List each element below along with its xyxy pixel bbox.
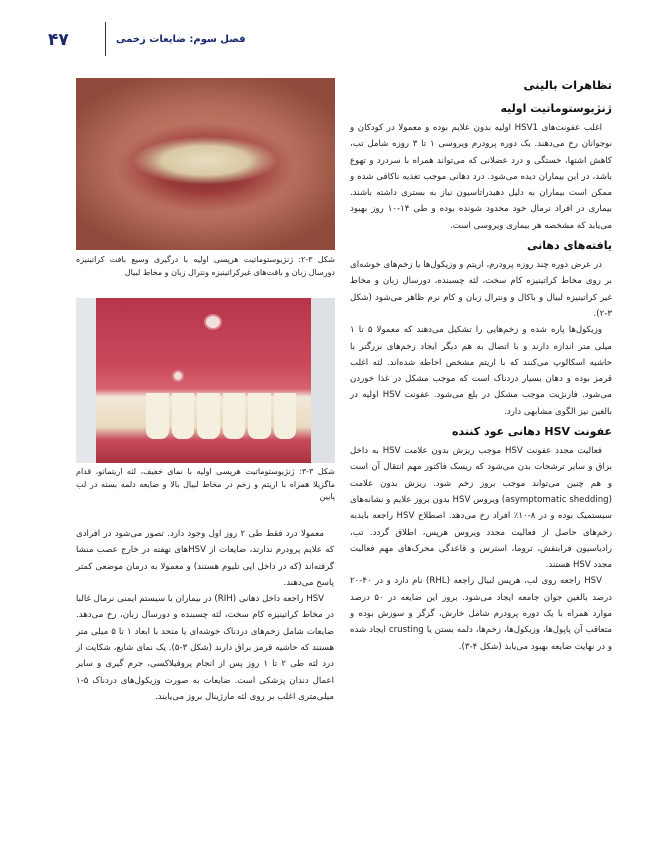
paragraph: وزیکول‌ها پاره شده و زخم‌هایی را تشکیل می‌دهند که معمولا ۵ تا ۱ میلی متر اندازه دارند و با اتصال به هم دیگر ایجاد زخم‌های بزرگتر با حاشیه اسکالوپ می‌کنند که با اریتم مشخص احاطه شده‌اند. لثه اغلب قرمز بوده و دهان بسیار دردناک است که موجب مشکل در غذا خوردن می‌شود. فارنژیت موجب مشکل در بلع می‌شود. عفونت HSV اولیه در بالغین نیز الگوی مشابهی دارد. xyxy=(350,325,612,417)
paragraph: معمولا درد فقط طی ۲ روز اول وجود دارد. تصور می‌شود در افرادی که علایم پرودرم ندارند، ضایعات از HSVهای نهفته در خارج عصب منشا گرفته‌اند (که در داخل اپی تلیوم هستند) و معمولا به درمان موضعی کمتر پاسخ می‌دهند. xyxy=(76,529,334,588)
right-column xyxy=(350,78,612,655)
paragraph: فعالیت مجدد عفونت HSV موجب ریزش بدون علامت HSV به داخل بزاق و سایر ترشحات بدن می‌شود که ریسک فاکتور مهم انتقال آن است و هم چنین می‌تواند موجب بروز زخم شود. ریزش بدون علامت (asymptomatic shedding) ویروس HSV بدون بروز علایم و نشانه‌های سیستمیک بوده و در ۸-۱۰٪ افراد رخ می‌دهد. اصطلاح HSV راجعه بایدبه زخم‌های حاصل از فعالیت مجدد ویروس هرپس، اطلاق گردد. تب، رادیاسیون فرابنفش، تروما، استرس و قاعدگی محرک‌های مهم فعالیت مجدد HSV هستند. xyxy=(350,446,612,571)
paragraph: در عرض دوره چند روزه پرودرم، اریتم و وزیکول‌ها یا زخم‌های خوشه‌ای بر روی مخاط کراتینیزه کام سخت، لثه چسبنده، دورسال زبان و مخاط غیر کراتینیزه لبیال و باکال و ونترال زبان و کام نرم ظاهر می‌شود (شکل ۳-۲). xyxy=(350,260,612,319)
subsection-title-recurrent: عفونت HSV دهانی عود کننده xyxy=(451,425,612,439)
subsection-title-oral-findings: یافته‌های دهانی xyxy=(527,239,612,253)
page-number: ۴۷ xyxy=(48,30,69,50)
page-header xyxy=(0,18,648,68)
glove-right xyxy=(311,298,335,463)
header-divider xyxy=(105,22,106,56)
paragraph: HSV راجعه داخل دهانی (RIH) در بیماران با سیستم ایمنی نرمال غالبا در مخاط کراتینیزه کام سخت، لثه چسبنده و دورسال زبان، رخ می‌دهد. ضایعات شامل زخم‌های دردناک خوشه‌ای یا متحد با ابعاد ۱ تا ۵ میلی متر هستند که حاشیه قرمز براق دارند (شکل ۳-۵). یک نمای شایع، شکایت از درد لثه طی ۲ تا ۱ روز پس از انجام پروفیلاکسی، جرم گیری و سایر اعمال دندان پزشکی است. ضایعات به صورت وزیکول‌های دردناک ۵-۱ میلی‌متری اغلب بر روی لثه مارژینال بروز می‌یابند. xyxy=(76,594,335,702)
section-title: تظاهرات بالینی xyxy=(523,78,612,92)
figure-caption-2: شکل ۳-۳: ژنژیوستوماتیت هرپسی اولیه با نمای خفیف، لثه اریتماتو، قدام ماگزیلا همراه با اریتم و زخم در مخاط لبیال بالا و ضایعه دلمه بسته در لب پایین xyxy=(76,467,335,501)
figure-photo-tongue xyxy=(76,78,335,250)
figure-caption-1: شکل ۳-۲: ژنژیوستوماتیت هرپسی اولیه با درگیری وسیع بافت کراتینیزه دورسال زبان و بافت‌های غیرکراتینیزه ونترال زبان و مخاط لبیال xyxy=(76,255,335,277)
paragraph: HSV راجعه روی لب، هرپس لبیال راجعه (RHL) نام دارد و در ۴۰-۲۰ درصد بالغین جوان جامعه ایجاد می‌شود. بروز این ضایعه در ۵۰ درصد موارد همراه با یک دوره پرودرم شامل خارش، گزگز و سوزش بوده و متعاقب آن پاپول‌ها، وزیکول‌ها، زخم‌ها، دلمه بستن یا crusting ایجاد شده و در نهایت ضایعه بهبود می‌یابد (شکل ۴-۳). xyxy=(350,576,612,652)
glove-left xyxy=(76,298,96,463)
chapter-title: فصل سوم: ضایعات زخمی xyxy=(116,34,246,45)
figure-photo-gingiva xyxy=(76,298,335,463)
left-column xyxy=(76,526,334,705)
subsection-title-primary: ژنژیوستوماتیت اولیه xyxy=(500,102,612,115)
paragraph: اغلب عفونت‌های HSV1 اولیه بدون علایم بوده و معمولا در کودکان و نوجوانان رخ می‌دهند. یک دوره پرودرم ویروسی ۱ تا ۳ روزه شامل تب، کاهش اشتها، خستگی و درد عضلانی که می‌تواند همراه با سردرد و تهوع باشد، در این بیماران دیده می‌شود. درد دهانی موجب تغذیه ناکافی شده و ممکن است بیماران به دلیل دهیدراتاسیون نیاز به بستری داشته باشند. بیماری در افراد نرمال خود محدود شونده بوده و طی ۱۴-۱۰ روز بهبود می‌یابد که مشخصه هر بیماری ویروسی است. xyxy=(350,123,612,231)
teeth xyxy=(146,393,296,439)
ulcer-spot xyxy=(172,370,184,382)
ulcer-spot xyxy=(204,314,222,330)
